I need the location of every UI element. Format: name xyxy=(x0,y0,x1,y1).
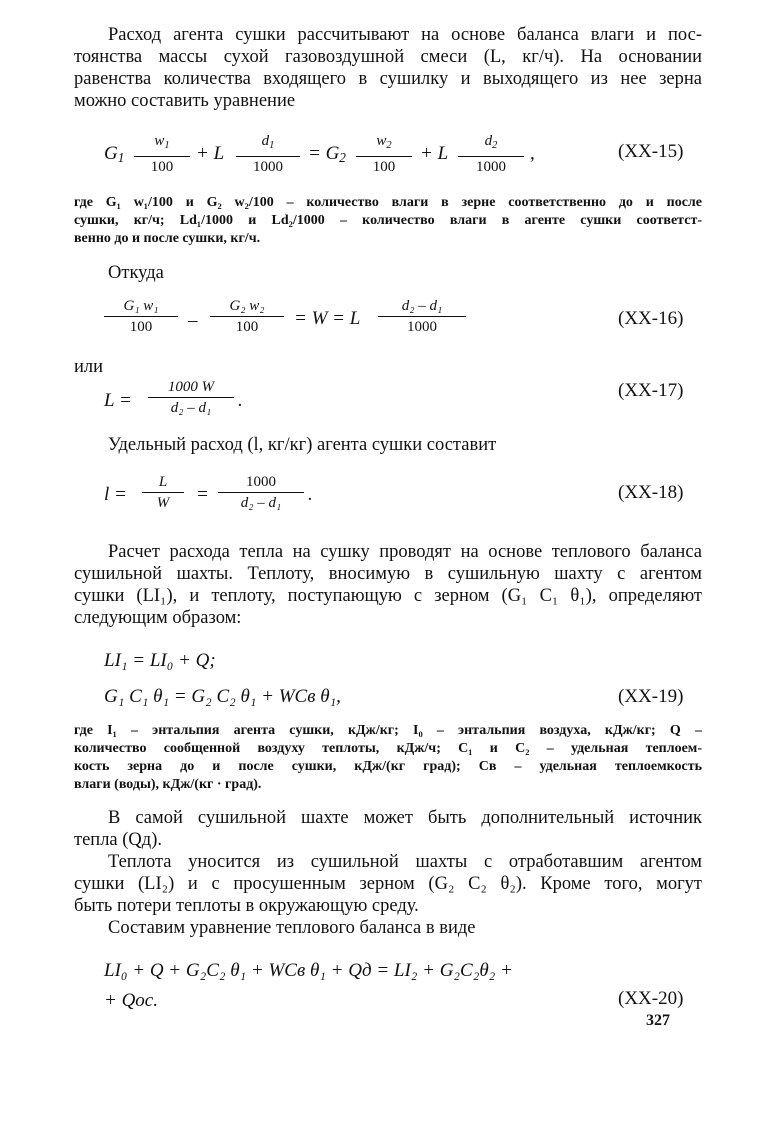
text-line: равенства количества входящего в сушилку и выходящего из нее зерна xyxy=(74,69,702,89)
page: Расход агента сушки рассчитывают на основе баланса влаги и пос- тоянства массы сухой газовоздушной смеси (L, кг/ч). На основании равенства количества входящего в сушилку и выходящего из нее зерна можно составить уравнение $G_1$ $w_1$ 100 + L $d_1$ 1000 = $G_2$ $w_2$ 100 + L $d_2$ 1000 , (XX-15) где G₁ w₁/100 и G₂ w₂/100 – количество влаги в зерне соответственно до и после сушки, кг/ч; Ld₁/1000 и Ld₂/1000 – количество влаги в агенте сушки соответст- венно до и после сушки, кг/ч. Откуда G₁ w₁ 100 – G₂ w₂ 100 = W = L d₂ – d₁ 1000 (XX-16) или L = 1000 W d₂ – d₁ . (XX-17) Удельный расход (l, кг/кг) агента сушки составит l = L W = 1000 d₂ – d₁ . (XX-18) Расчет расхода тепла на сушку проводят на основе теплового баланса сушильной шахты. Теплоту, вносимую в сушильную шахту с агентом сушки (LI₁), и теплоту, поступающую с зерном (G₁ C₁ θ₁), определяют следующим образом: LI₁ = LI₀ + Q; G₁ C₁ θ₁ = G₂ C₂ θ₁ + WCв θ₁, (XX-19) где I₁ – энтальпия агента сушки, кДж/кг; I₀ – энтальпия воздуха, кДж/кг; Q – количество сообщенной воздуху теплоты, кДж/ч; C₁ и C₂ – удельная теплоем- кость зерна до и после сушки, кДж/(кг град); Cв – удельная теплоемкость влаги (воды), кДж/(кг · град). В самой сушильной шахте может быть дополнительный источник тепла (Qд). Теплота уносится из сушильной шахты с отработавшим агентом сушки (LI₂) и с просушенным зерном (G₂ C₂ θ₂). Кроме того, могут быть потери теплоты в окружающую среду. Составим уравнение теплового баланса в виде LI₀ + Q + G₂C₂ θ₁ + WCв θ₁ + Qд = LI₂ + G₂C₂θ₂ + + Qос. (XX-20) 327 xyxy=(74,25,702,1029)
paragraph-6 xyxy=(74,917,702,939)
text-line: Откуда xyxy=(108,263,164,283)
text-line: следующим образом: xyxy=(74,608,242,628)
text-line: где I₁ – энтальпия агента сушки, кДж/кг; I₀ – энтальпия воздуха, кДж/кг; Q – xyxy=(74,723,702,738)
text-line: В самой сушильной шахте может быть дополнительный источник xyxy=(108,808,702,828)
text-line: сушки (LI₂) и с просушенным зерном (G₂ C₂ θ₂). Кроме того, могут xyxy=(74,874,702,894)
equation-xx-20-b: + Qос. xyxy=(104,990,158,1011)
paragraph-5 xyxy=(74,851,702,917)
footnote-1 xyxy=(74,194,702,248)
paragraph-1 xyxy=(74,24,702,112)
text-line: влаги (воды), кДж/(кг · град). xyxy=(74,777,262,792)
equation-number: (XX-19) xyxy=(618,686,684,707)
paragraph-4 xyxy=(74,807,702,851)
paragraph-otkuda xyxy=(74,262,702,284)
paragraph-ili xyxy=(74,356,702,378)
equation-number: (XX-17) xyxy=(618,380,684,401)
text-line: сушки, кг/ч; Ld₁/1000 и Ld₂/1000 – количество влаги в агенте сушки соответст- xyxy=(74,213,702,228)
text-line: где G₁ w₁/100 и G₂ w₂/100 – количество влаги в зерне соответственно до и после xyxy=(74,195,702,210)
text-line: быть потери теплоты в окружающую среду. xyxy=(74,896,419,916)
paragraph-2 xyxy=(74,434,702,456)
footnote-2 xyxy=(74,722,702,794)
equation-number: (XX-16) xyxy=(618,308,684,329)
equation-xx-20-a: LI₀ + Q + G₂C₂ θ₁ + WCв θ₁ + Qд = LI₂ + G₂C₂θ₂ + xyxy=(104,960,513,981)
text-line: венно до и после сушки, кг/ч. xyxy=(74,231,261,246)
text-line: тепла (Qд). xyxy=(74,830,162,850)
equation-number: (XX-18) xyxy=(618,482,684,503)
text-line: кость зерна до и после сушки, кДж/(кг град); Cв – удельная теплоемкость xyxy=(74,759,702,774)
text-line: сушки (LI₁), и теплоту, поступающую с зерном (G₁ C₁ θ₁), определяют xyxy=(74,586,702,606)
text-line: можно составить уравнение xyxy=(74,91,296,111)
page-number: 327 xyxy=(646,1012,670,1029)
text-line: Теплота уносится из сушильной шахты с отработавшим агентом xyxy=(108,852,702,872)
equation-xx-19-b: G₁ C₁ θ₁ = G₂ C₂ θ₁ + WCв θ₁, xyxy=(104,686,341,707)
text-line: Расход агента сушки рассчитывают на основе баланса влаги и пос- xyxy=(108,25,702,45)
text-line: Удельный расход (l, кг/кг) агента сушки составит xyxy=(108,435,497,455)
text-line: Расчет расхода тепла на сушку проводят на основе теплового баланса xyxy=(108,542,702,562)
equation-number: (XX-20) xyxy=(618,988,684,1009)
text-line: Составим уравнение теплового баланса в виде xyxy=(108,918,476,938)
text-line: тоянства массы сухой газовоздушной смеси (L, кг/ч). На основании xyxy=(74,47,702,67)
text-line: сушильной шахты. Теплоту, вносимую в сушильную шахту с агентом xyxy=(74,564,702,584)
equation-number: (XX-15) xyxy=(618,141,684,162)
text-line: или xyxy=(74,357,104,377)
equation-xx-19-a: LI₁ = LI₀ + Q; xyxy=(104,650,216,671)
paragraph-3 xyxy=(74,541,702,629)
text-line: количество сообщенной воздуху теплоты, кДж/ч; C₁ и C₂ – удельная теплоем- xyxy=(74,741,702,756)
